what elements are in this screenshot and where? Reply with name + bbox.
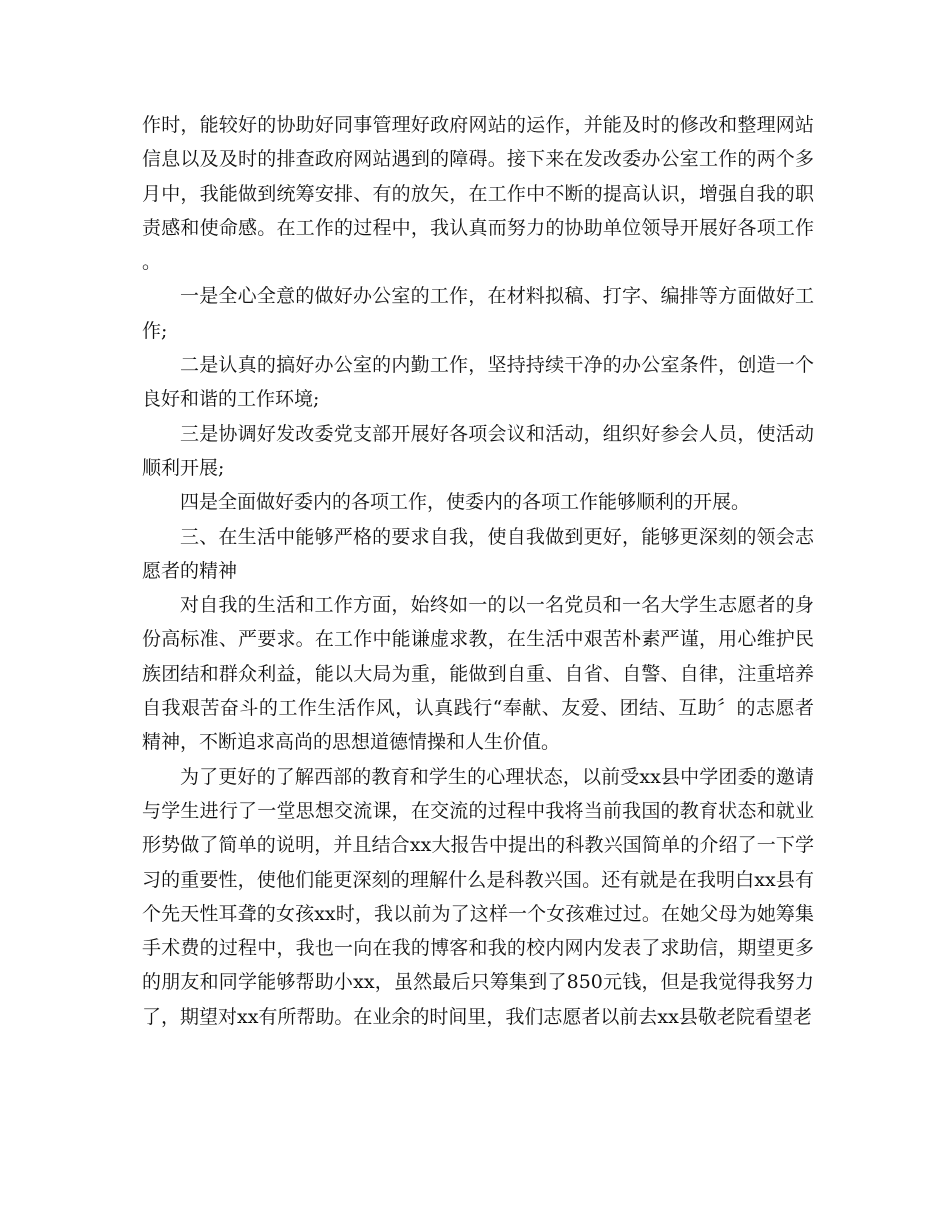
paragraph-2: 一是全心全意的做好办公室的工作，在材料拟稿、打字、编排等方面做好工作; [142, 285, 814, 342]
document-body [142, 108, 814, 1034]
paragraph-4: 三是协调好发改委党支部开展好各项会议和活动，组织好参会人员，使活动顺利开展; [142, 422, 814, 479]
section-heading-3: 三、在生活中能够严格的要求自我，使自我做到更好，能够更深刻的领会志愿者的精神 [142, 525, 814, 582]
paragraph-8: 为了更好的了解西部的教育和学生的心理状态，以前受xx县中学团委的邀请与学生进行了一堂思想交流课，在交流的过程中我将当前我国的教育状态和就业形势做了简单的说明，并且结合xx大报告中提出的科教兴国简单的介绍了一下学习的重要性，使他们能更深刻的理解什么是科教兴国。还有就是在我明白xx县有个先天性耳聋的女孩xx时，我以前为了这样一个女孩难过过。在她父母为她筹集手术费的过程中，我也一向在我的博客和我的校内网内发表了求助信，期望更多的朋友和同学能够帮助小xx，虽然最后只筹集到了850元钱，但是我觉得我努力了，期望对xx有所帮助。在业余的时间里，我们志愿者以前去xx县敬老院看望老 [142, 765, 814, 1028]
paragraph-7: 对自我的生活和工作方面，始终如一的以一名党员和一名大学生志愿者的身份高标准、严要求。在工作中能谦虚求教，在生活中艰苦朴素严谨，用心维护民族团结和群众利益，能以大局为重，能做到自重、自省、自警、自律，注重培养自我艰苦奋斗的工作生活作风，认真践行“奉献、友爱、团结、互助〞的志愿者精神，不断追求高尚的思想道德情操和人生价值。 [142, 594, 814, 754]
paragraph-5: 四是全面做好委内的各项工作，使委内的各项工作能够顺利的开展。 [180, 491, 751, 514]
paragraph-3: 二是认真的搞好办公室的内勤工作，坚持持续干净的办公室条件，创造一个良好和谐的工作环境; [142, 354, 814, 411]
paragraph-1: 作时，能较好的协助好同事管理好政府网站的运作，并能及时的修改和整理网站信息以及及时的排查政府网站遇到的障碍。接下来在发改委办公室工作的两个多月中，我能做到统筹安排、有的放矢，在工作中不断的提高认识，增强自我的职责感和使命感。在工作的过程中，我认真而努力的协助单位领导开展好各项工作。 [142, 114, 814, 274]
